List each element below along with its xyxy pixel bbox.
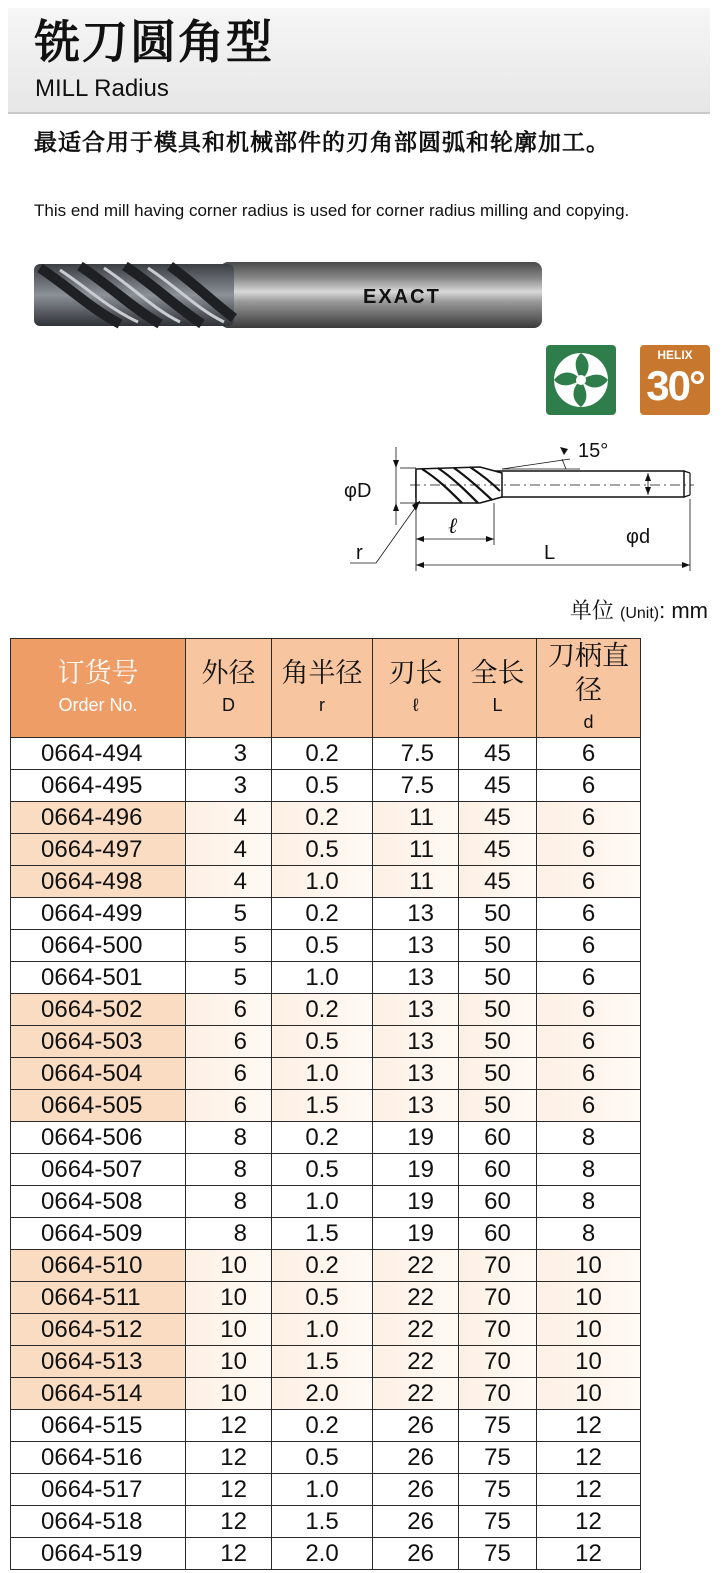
table-row <box>11 802 641 834</box>
unit-separator: : <box>659 598 666 623</box>
cell-order-no: 0664-509 <box>11 1218 186 1250</box>
cell-shank-diameter: 6 <box>537 994 641 1026</box>
cell-order-no: 0664-516 <box>11 1442 186 1474</box>
table-row <box>11 1506 641 1538</box>
table-row <box>11 1090 641 1122</box>
cell-order-no: 0664-504 <box>11 1058 186 1090</box>
cell-overall-length: 70 <box>459 1250 537 1282</box>
cell-flute-length: 13 <box>373 994 459 1026</box>
unit-value: mm <box>671 598 708 623</box>
spec-table <box>10 638 641 1570</box>
cell-order-no: 0664-499 <box>11 898 186 930</box>
table-row <box>11 1410 641 1442</box>
cell-outer-diameter: 8 <box>186 1218 272 1250</box>
cell-outer-diameter: 5 <box>186 898 272 930</box>
cell-shank-diameter: 6 <box>537 962 641 994</box>
cell-corner-radius: 0.2 <box>272 898 373 930</box>
cell-order-no: 0664-505 <box>11 1090 186 1122</box>
cell-shank-diameter: 12 <box>537 1506 641 1538</box>
table-row <box>11 1378 641 1410</box>
table-row <box>11 1474 641 1506</box>
table-header-row <box>11 639 641 738</box>
cell-shank-diameter: 6 <box>537 738 641 770</box>
page-title: 铣刀圆角型 <box>34 15 274 69</box>
header-corner-radius: 角半径 r <box>272 639 373 738</box>
cell-corner-radius: 1.0 <box>272 1186 373 1218</box>
l-label: ℓ <box>448 514 458 539</box>
cell-outer-diameter: 10 <box>186 1314 272 1346</box>
cell-corner-radius: 1.0 <box>272 1314 373 1346</box>
cell-shank-diameter: 6 <box>537 930 641 962</box>
cell-corner-radius: 1.5 <box>272 1090 373 1122</box>
cell-outer-diameter: 12 <box>186 1442 272 1474</box>
cell-overall-length: 50 <box>459 994 537 1026</box>
cell-overall-length: 70 <box>459 1346 537 1378</box>
cell-order-no: 0664-518 <box>11 1506 186 1538</box>
cell-flute-length: 22 <box>373 1314 459 1346</box>
cell-corner-radius: 0.5 <box>272 1154 373 1186</box>
cell-shank-diameter: 6 <box>537 1026 641 1058</box>
cell-overall-length: 70 <box>459 1314 537 1346</box>
cell-outer-diameter: 6 <box>186 1090 272 1122</box>
table-row <box>11 1538 641 1570</box>
cell-order-no: 0664-502 <box>11 994 186 1026</box>
cell-outer-diameter: 10 <box>186 1346 272 1378</box>
header-flute-length: 刃长 ℓ <box>373 639 459 738</box>
cell-outer-diameter: 3 <box>186 770 272 802</box>
cell-shank-diameter: 10 <box>537 1346 641 1378</box>
cell-order-no: 0664-501 <box>11 962 186 994</box>
table-row <box>11 1442 641 1474</box>
cell-flute-length: 13 <box>373 930 459 962</box>
cell-outer-diameter: 12 <box>186 1506 272 1538</box>
cell-shank-diameter: 6 <box>537 1058 641 1090</box>
cell-outer-diameter: 10 <box>186 1250 272 1282</box>
cell-corner-radius: 0.5 <box>272 1442 373 1474</box>
cell-flute-length: 22 <box>373 1250 459 1282</box>
cell-flute-length: 13 <box>373 1058 459 1090</box>
cell-overall-length: 60 <box>459 1154 537 1186</box>
cell-order-no: 0664-503 <box>11 1026 186 1058</box>
cell-overall-length: 50 <box>459 962 537 994</box>
cell-shank-diameter: 12 <box>537 1474 641 1506</box>
end-mill-photo <box>30 258 545 332</box>
cell-flute-length: 11 <box>373 834 459 866</box>
cell-outer-diameter: 12 <box>186 1474 272 1506</box>
cell-outer-diameter: 12 <box>186 1538 272 1570</box>
angle-label: 15° <box>578 440 609 462</box>
cell-corner-radius: 0.2 <box>272 1122 373 1154</box>
cell-shank-diameter: 6 <box>537 770 641 802</box>
cell-shank-diameter: 12 <box>537 1538 641 1570</box>
cell-outer-diameter: 12 <box>186 1410 272 1442</box>
page-header <box>8 8 710 114</box>
r-label: r <box>356 542 363 564</box>
cell-overall-length: 75 <box>459 1474 537 1506</box>
cell-overall-length: 75 <box>459 1538 537 1570</box>
cell-corner-radius: 0.2 <box>272 1410 373 1442</box>
cell-order-no: 0664-506 <box>11 1122 186 1154</box>
table-row <box>11 1218 641 1250</box>
cell-corner-radius: 0.2 <box>272 738 373 770</box>
cell-overall-length: 50 <box>459 930 537 962</box>
cell-overall-length: 45 <box>459 834 537 866</box>
cell-corner-radius: 1.0 <box>272 866 373 898</box>
cell-outer-diameter: 6 <box>186 1058 272 1090</box>
cell-flute-length: 26 <box>373 1410 459 1442</box>
cell-corner-radius: 0.5 <box>272 834 373 866</box>
table-row <box>11 866 641 898</box>
table-row <box>11 834 641 866</box>
cell-flute-length: 22 <box>373 1378 459 1410</box>
cell-outer-diameter: 3 <box>186 738 272 770</box>
cell-order-no: 0664-498 <box>11 866 186 898</box>
cell-corner-radius: 0.5 <box>272 770 373 802</box>
cell-order-no: 0664-512 <box>11 1314 186 1346</box>
table-row <box>11 1186 641 1218</box>
cell-shank-diameter: 8 <box>537 1218 641 1250</box>
cell-flute-length: 26 <box>373 1538 459 1570</box>
table-row <box>11 1058 641 1090</box>
header-outer-diameter: 外径 D <box>186 639 272 738</box>
cell-order-no: 0664-495 <box>11 770 186 802</box>
cell-order-no: 0664-510 <box>11 1250 186 1282</box>
cell-corner-radius: 0.2 <box>272 1250 373 1282</box>
table-row <box>11 1122 641 1154</box>
dimension-diagram <box>330 433 700 573</box>
table-row <box>11 1154 641 1186</box>
cell-shank-diameter: 6 <box>537 802 641 834</box>
description-cn: 最适合用于模具和机械部件的刃角部圆弧和轮廓加工。 <box>34 130 610 156</box>
cell-overall-length: 60 <box>459 1218 537 1250</box>
cell-shank-diameter: 6 <box>537 1090 641 1122</box>
cell-corner-radius: 1.5 <box>272 1218 373 1250</box>
cell-outer-diameter: 4 <box>186 834 272 866</box>
cell-overall-length: 50 <box>459 1090 537 1122</box>
cell-shank-diameter: 8 <box>537 1186 641 1218</box>
cell-order-no: 0664-494 <box>11 738 186 770</box>
cell-order-no: 0664-513 <box>11 1346 186 1378</box>
cell-shank-diameter: 12 <box>537 1442 641 1474</box>
cell-order-no: 0664-496 <box>11 802 186 834</box>
cell-outer-diameter: 8 <box>186 1186 272 1218</box>
cell-overall-length: 45 <box>459 770 537 802</box>
spec-table-body <box>11 738 641 1570</box>
cell-order-no: 0664-497 <box>11 834 186 866</box>
brand-text: EXACT <box>363 286 441 308</box>
cell-flute-length: 26 <box>373 1474 459 1506</box>
table-row <box>11 1314 641 1346</box>
cell-flute-length: 22 <box>373 1346 459 1378</box>
cell-order-no: 0664-500 <box>11 930 186 962</box>
cell-flute-length: 13 <box>373 1090 459 1122</box>
cell-shank-diameter: 10 <box>537 1250 641 1282</box>
cell-corner-radius: 0.5 <box>272 1282 373 1314</box>
cell-flute-length: 11 <box>373 866 459 898</box>
cell-overall-length: 70 <box>459 1378 537 1410</box>
table-row <box>11 738 641 770</box>
cell-flute-length: 7.5 <box>373 770 459 802</box>
cell-overall-length: 50 <box>459 1058 537 1090</box>
cell-corner-radius: 2.0 <box>272 1378 373 1410</box>
header-shank-diameter: 刀柄直径 d <box>537 639 641 738</box>
d-label: φd <box>626 526 651 548</box>
table-row <box>11 1282 641 1314</box>
cell-overall-length: 60 <box>459 1122 537 1154</box>
cell-flute-length: 19 <box>373 1122 459 1154</box>
cell-corner-radius: 1.0 <box>272 962 373 994</box>
cell-flute-length: 26 <box>373 1506 459 1538</box>
cell-overall-length: 75 <box>459 1410 537 1442</box>
cell-corner-radius: 1.5 <box>272 1346 373 1378</box>
cell-shank-diameter: 6 <box>537 898 641 930</box>
cell-flute-length: 22 <box>373 1282 459 1314</box>
cell-order-no: 0664-511 <box>11 1282 186 1314</box>
cell-shank-diameter: 10 <box>537 1378 641 1410</box>
table-row <box>11 962 641 994</box>
cell-shank-diameter: 12 <box>537 1410 641 1442</box>
unit-label-en: (Unit) <box>619 605 660 622</box>
cell-outer-diameter: 4 <box>186 802 272 834</box>
helix-angle: 30° <box>646 362 704 409</box>
table-row <box>11 994 641 1026</box>
cell-overall-length: 75 <box>459 1442 537 1474</box>
cell-corner-radius: 0.5 <box>272 1026 373 1058</box>
cell-overall-length: 45 <box>459 738 537 770</box>
cell-overall-length: 75 <box>459 1506 537 1538</box>
unit-note <box>570 594 708 625</box>
cell-flute-length: 19 <box>373 1154 459 1186</box>
cell-overall-length: 50 <box>459 898 537 930</box>
cell-overall-length: 50 <box>459 1026 537 1058</box>
cell-overall-length: 70 <box>459 1282 537 1314</box>
cell-corner-radius: 1.0 <box>272 1474 373 1506</box>
cell-shank-diameter: 6 <box>537 834 641 866</box>
table-row <box>11 1026 641 1058</box>
table-row <box>11 1250 641 1282</box>
cell-outer-diameter: 4 <box>186 866 272 898</box>
cell-shank-diameter: 8 <box>537 1122 641 1154</box>
cell-outer-diameter: 6 <box>186 994 272 1026</box>
cell-order-no: 0664-508 <box>11 1186 186 1218</box>
cell-flute-length: 13 <box>373 898 459 930</box>
cell-corner-radius: 0.2 <box>272 994 373 1026</box>
cell-outer-diameter: 10 <box>186 1378 272 1410</box>
D-label: φD <box>344 480 372 502</box>
description-en: This end mill having corner radius is used for corner radius milling and copying. <box>34 201 630 220</box>
helix-label: HELIX <box>657 348 693 362</box>
table-row <box>11 898 641 930</box>
table-row <box>11 770 641 802</box>
cell-corner-radius: 2.0 <box>272 1538 373 1570</box>
cell-overall-length: 45 <box>459 802 537 834</box>
cell-shank-diameter: 10 <box>537 1314 641 1346</box>
cell-overall-length: 60 <box>459 1186 537 1218</box>
cell-flute-length: 19 <box>373 1186 459 1218</box>
table-row <box>11 1346 641 1378</box>
cell-shank-diameter: 8 <box>537 1154 641 1186</box>
cell-corner-radius: 1.5 <box>272 1506 373 1538</box>
cell-shank-diameter: 6 <box>537 866 641 898</box>
cell-corner-radius: 0.2 <box>272 802 373 834</box>
four-flute-cross-section-icon <box>546 345 616 415</box>
cell-order-no: 0664-515 <box>11 1410 186 1442</box>
cell-flute-length: 13 <box>373 1026 459 1058</box>
cell-outer-diameter: 8 <box>186 1122 272 1154</box>
cell-flute-length: 7.5 <box>373 738 459 770</box>
helix-angle-badge <box>640 345 710 415</box>
cell-outer-diameter: 10 <box>186 1282 272 1314</box>
cell-order-no: 0664-519 <box>11 1538 186 1570</box>
cell-order-no: 0664-507 <box>11 1154 186 1186</box>
cell-outer-diameter: 5 <box>186 930 272 962</box>
cell-flute-length: 19 <box>373 1218 459 1250</box>
cell-outer-diameter: 5 <box>186 962 272 994</box>
cell-overall-length: 45 <box>459 866 537 898</box>
cell-flute-length: 13 <box>373 962 459 994</box>
cell-shank-diameter: 10 <box>537 1282 641 1314</box>
cell-outer-diameter: 8 <box>186 1154 272 1186</box>
page-subtitle: MILL Radius <box>35 75 169 102</box>
cell-corner-radius: 0.5 <box>272 930 373 962</box>
cell-flute-length: 26 <box>373 1442 459 1474</box>
cell-corner-radius: 1.0 <box>272 1058 373 1090</box>
L-label: L <box>544 542 556 564</box>
cell-order-no: 0664-517 <box>11 1474 186 1506</box>
cell-outer-diameter: 6 <box>186 1026 272 1058</box>
cell-flute-length: 11 <box>373 802 459 834</box>
unit-label-cn: 单位 <box>569 598 614 623</box>
header-order-no: 订货号 Order No. <box>11 639 186 738</box>
header-overall-length: 全长 L <box>459 639 537 738</box>
cell-order-no: 0664-514 <box>11 1378 186 1410</box>
table-row <box>11 930 641 962</box>
